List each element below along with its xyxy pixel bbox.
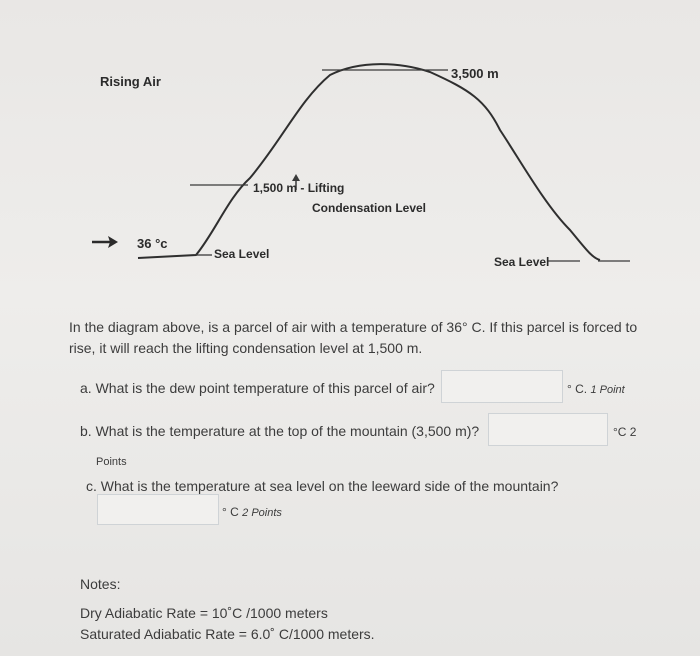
lcl-label-line1: 1,500 m - Lifting (253, 181, 345, 195)
sea-level-left-label: Sea Level (214, 247, 270, 261)
answer-c-input[interactable] (97, 494, 219, 525)
intro-line-1: In the diagram above, is a parcel of air with a temperature of 36° C. If this parcel is forced to (69, 319, 638, 335)
summit-label: 3,500 m (451, 66, 499, 81)
notes-heading: Notes: (80, 576, 121, 592)
mountain-diagram (0, 0, 700, 300)
question-b-text: b. What is the temperature at the top of the mountain (3,500 m)? (80, 423, 480, 439)
mountain-profile (138, 64, 600, 260)
question-a-text: a. What is the dew point temperature of this parcel of air? (80, 380, 435, 396)
question-c-text: c. What is the temperature at sea level on the leeward side of the mountain? (86, 478, 559, 494)
arrow-icon (92, 236, 118, 248)
question-a-unit: ° C. 1 Point (567, 382, 625, 396)
question-b-points: Points (96, 456, 127, 468)
intro-line-2: rise, it will reach the lifting condensation level at 1,500 m. (69, 340, 423, 356)
notes-saturated-rate: Saturated Adiabatic Rate = 6.0˚ C/1000 meters. (80, 626, 375, 642)
notes-dry-rate: Dry Adiabatic Rate = 10˚C /1000 meters (80, 605, 328, 621)
sea-level-right-label: Sea Level (494, 255, 550, 269)
question-c-unit: ° C 2 Points (222, 505, 282, 519)
lcl-label-line2: Condensation Level (312, 201, 427, 215)
answer-b-input[interactable] (488, 413, 608, 446)
answer-a-input[interactable] (441, 370, 563, 403)
question-b-unit: °C 2 (613, 425, 637, 439)
start-temperature-label: 36 °c (137, 236, 168, 251)
rising-air-label: Rising Air (100, 74, 161, 89)
